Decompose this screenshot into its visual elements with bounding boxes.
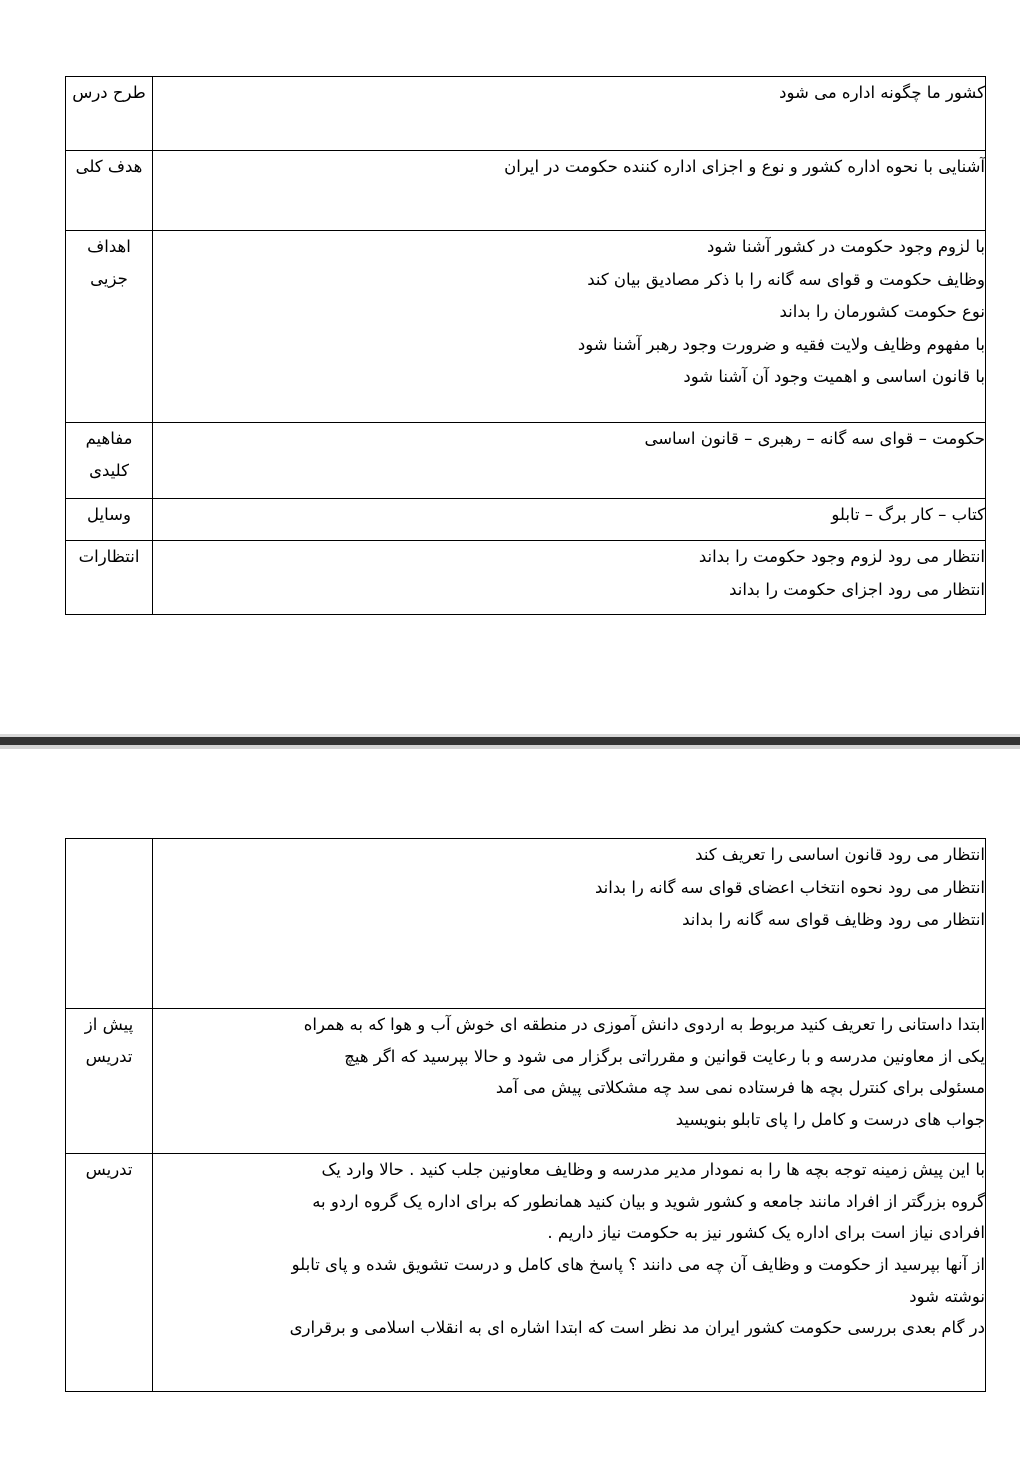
row-content-entezarat: [153, 541, 986, 615]
content-line: نوع حکومت کشورمان را بداند: [779, 302, 985, 321]
content-line: ابتدا داستانی را تعریف کنید مربوط به اردوی دانش آموزی در منطقه ای خوش آب و هوا که به همراه: [303, 1015, 985, 1034]
content-line: کشور ما چگونه اداره می شود: [779, 83, 985, 102]
label-line: جزیی: [90, 269, 128, 289]
divider-edge-bottom: [0, 745, 1020, 749]
lesson-plan-continuation-table: [65, 838, 986, 1392]
content-line: نوشته شود: [909, 1286, 985, 1306]
table-row: [66, 423, 986, 499]
content-line: گروه بزرگتر از افراد مانند جامعه و کشور شوید و بیان کنید همانطور که برای اداره یک گروه اردو به: [312, 1191, 985, 1211]
row-content-vasayel: [153, 499, 986, 541]
row-label-empty: [66, 839, 153, 1009]
row-label-hadaf-kolli: [66, 151, 153, 231]
row-content-ahdaf-jozii: [153, 231, 986, 423]
table-row: [66, 541, 986, 615]
label-line: مفاهیم: [85, 429, 133, 448]
content-line: جواب های درست و کامل را پای تابلو بنویسید: [675, 1110, 985, 1130]
content-line: کتاب – کار برگ – تابلو: [831, 505, 985, 524]
table-row: [66, 1009, 986, 1154]
content-line: یکی از معاونین مدرسه و با رعایت قوانین و مقرراتی برگزار می شود و حالا بپرسید که اگر هیچ: [344, 1046, 985, 1066]
label-line: هدف: [107, 157, 143, 176]
label-line: کلی: [75, 157, 103, 176]
table-row: [66, 839, 986, 1009]
label-line: طرح: [112, 83, 146, 102]
row-label-ahdaf-jozii: [66, 231, 153, 423]
content-line: انتظار می رود نحوه انتخاب اعضای قوای سه گانه را بداند: [594, 877, 985, 897]
row-label-mafahim-kelidi: [66, 423, 153, 499]
content-line: با مفهوم وظایف ولایت فقیه و ضرورت وجود رهبر آشنا شود: [577, 334, 985, 354]
content-line: انتظار می رود وظایف قوای سه گانه را بداند: [682, 910, 985, 929]
content-line: انتظار می رود لزوم وجود حکومت را بداند: [698, 547, 985, 566]
row-content-tarh-dars: [153, 77, 986, 151]
content-line: انتظار می رود قانون اساسی را تعریف کند: [695, 845, 985, 864]
table-row: [66, 231, 986, 423]
row-label-entezarat: [66, 541, 153, 615]
label-line: وسایل: [87, 505, 131, 524]
table-row: [66, 77, 986, 151]
page-break-divider: [0, 734, 1020, 750]
row-label-tarh-dars: [66, 77, 153, 151]
label-line: درس: [72, 83, 108, 102]
content-line: از آنها بپرسید از حکومت و وظایف آن چه می دانند ؟ پاسخ های کامل و درست تشویق شده و پای تابلو: [291, 1255, 985, 1275]
row-content-entezarat-continued: [153, 839, 986, 1009]
table-row: [66, 499, 986, 541]
label-line: کلیدی: [89, 461, 129, 481]
row-content-tadris: [153, 1154, 986, 1392]
label-line: تدریس: [85, 1047, 133, 1067]
lesson-plan-table: [65, 76, 986, 615]
label-line: انتظارات: [78, 547, 140, 566]
table-row: [66, 1154, 986, 1392]
row-label-tadris: [66, 1154, 153, 1392]
content-line: آشنایی با نحوه اداره کشور و نوع و اجزای اداره کننده حکومت در ایران: [504, 157, 985, 176]
content-line: مسئولی برای کنترل بچه ها فرستاده نمی سد چه مشکلاتی پیش می آمد: [495, 1078, 985, 1098]
content-line: افرادی نیاز است برای اداره یک کشور نیز به حکومت نیاز داریم .: [547, 1223, 985, 1243]
content-line: انتظار می رود اجزای حکومت را بداند: [729, 579, 985, 599]
row-label-pish-az-tadris: [66, 1009, 153, 1154]
content-line: با لزوم وجود حکومت در کشور آشنا شود: [706, 237, 985, 256]
row-content-pish-az-tadris: [153, 1009, 986, 1154]
label-line: اهداف: [87, 237, 131, 256]
content-line: با این پیش زمینه توجه بچه ها را به نمودار مدیر مدرسه و وظایف معاونین جلب کنید . حالا وارد یک: [321, 1160, 985, 1179]
divider-bar: [0, 737, 1020, 745]
table-row: [66, 151, 986, 231]
row-label-vasayel: [66, 499, 153, 541]
label-line: پیش از: [84, 1015, 134, 1034]
content-line: حکومت – قوای سه گانه – رهبری – قانون اساسی: [644, 429, 985, 448]
row-content-mafahim-kelidi: [153, 423, 986, 499]
label-line: تدریس: [85, 1160, 133, 1179]
content-line: وظایف حکومت و قوای سه گانه را با ذکر مصادیق بیان کند: [587, 269, 985, 289]
content-line: با قانون اساسی و اهمیت وجود آن آشنا شود: [683, 367, 985, 386]
row-content-hadaf-kolli: [153, 151, 986, 231]
content-line: در گام بعدی بررسی حکومت کشور ایران مد نظر است که ابتدا اشاره ای به انقلاب اسلامی و برقراری: [289, 1318, 985, 1338]
